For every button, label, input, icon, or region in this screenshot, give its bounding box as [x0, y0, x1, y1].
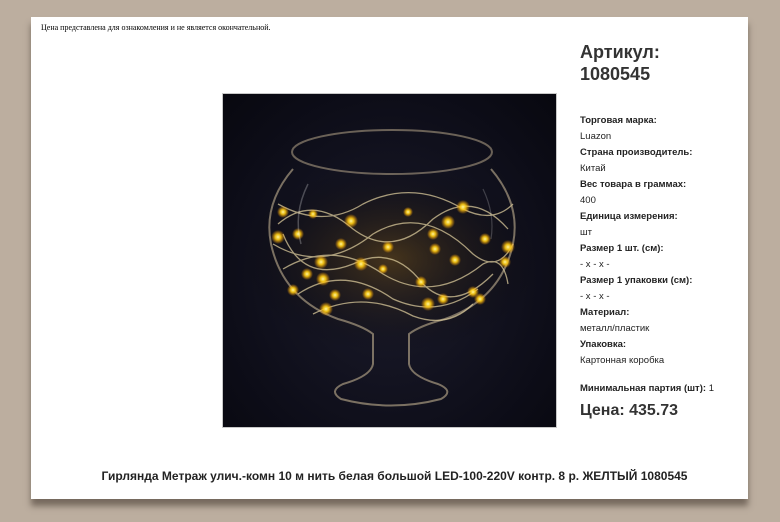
spec-value-material: металл/пластик — [580, 323, 650, 334]
product-name: Гирлянда Метраж улич.-комн 10 м нить белая большой LED-100-220V контр. 8 р. ЖЕЛТЫЙ 1080545 — [101, 469, 688, 483]
price-disclaimer: Цена представлена для ознакомления и не является окончательной. — [41, 23, 271, 32]
spec-value-package-size: - x - x - — [580, 291, 610, 302]
price: Цена: 435.73 — [580, 402, 679, 419]
article-label: Артикул: — [580, 42, 660, 62]
spec-label-package-size: Размер 1 упаковки (см): — [580, 275, 693, 286]
min-lot — [580, 383, 714, 394]
spec-value-unit: шт — [580, 227, 592, 238]
spec-value-country: Китай — [580, 163, 606, 174]
min-lot-value: 1 — [708, 383, 714, 394]
spec-value-brand: Luazon — [580, 131, 612, 142]
catalog-sheet — [31, 17, 748, 499]
min-lot-label: Минимальная партия (шт): — [580, 383, 707, 394]
spec-value-packaging: Картонная коробка — [580, 355, 665, 366]
product-photo — [222, 93, 557, 428]
spec-label-material: Материал: — [580, 307, 630, 318]
article-number: 1080545 — [580, 64, 651, 84]
spec-value-item-size: - x - x - — [580, 259, 610, 270]
spec-list — [580, 113, 745, 369]
spec-label-unit: Единица измерения: — [580, 211, 678, 222]
article-heading — [580, 41, 660, 85]
spec-label-weight: Вес товара в граммах: — [580, 179, 687, 190]
spec-label-item-size: Размер 1 шт. (см): — [580, 243, 664, 254]
spec-label-packaging: Упаковка: — [580, 339, 627, 350]
spec-label-country: Страна производитель: — [580, 147, 693, 158]
spec-label-brand: Торговая марка: — [580, 115, 657, 126]
garland-in-glass-image — [223, 94, 556, 427]
spec-value-weight: 400 — [580, 195, 596, 206]
